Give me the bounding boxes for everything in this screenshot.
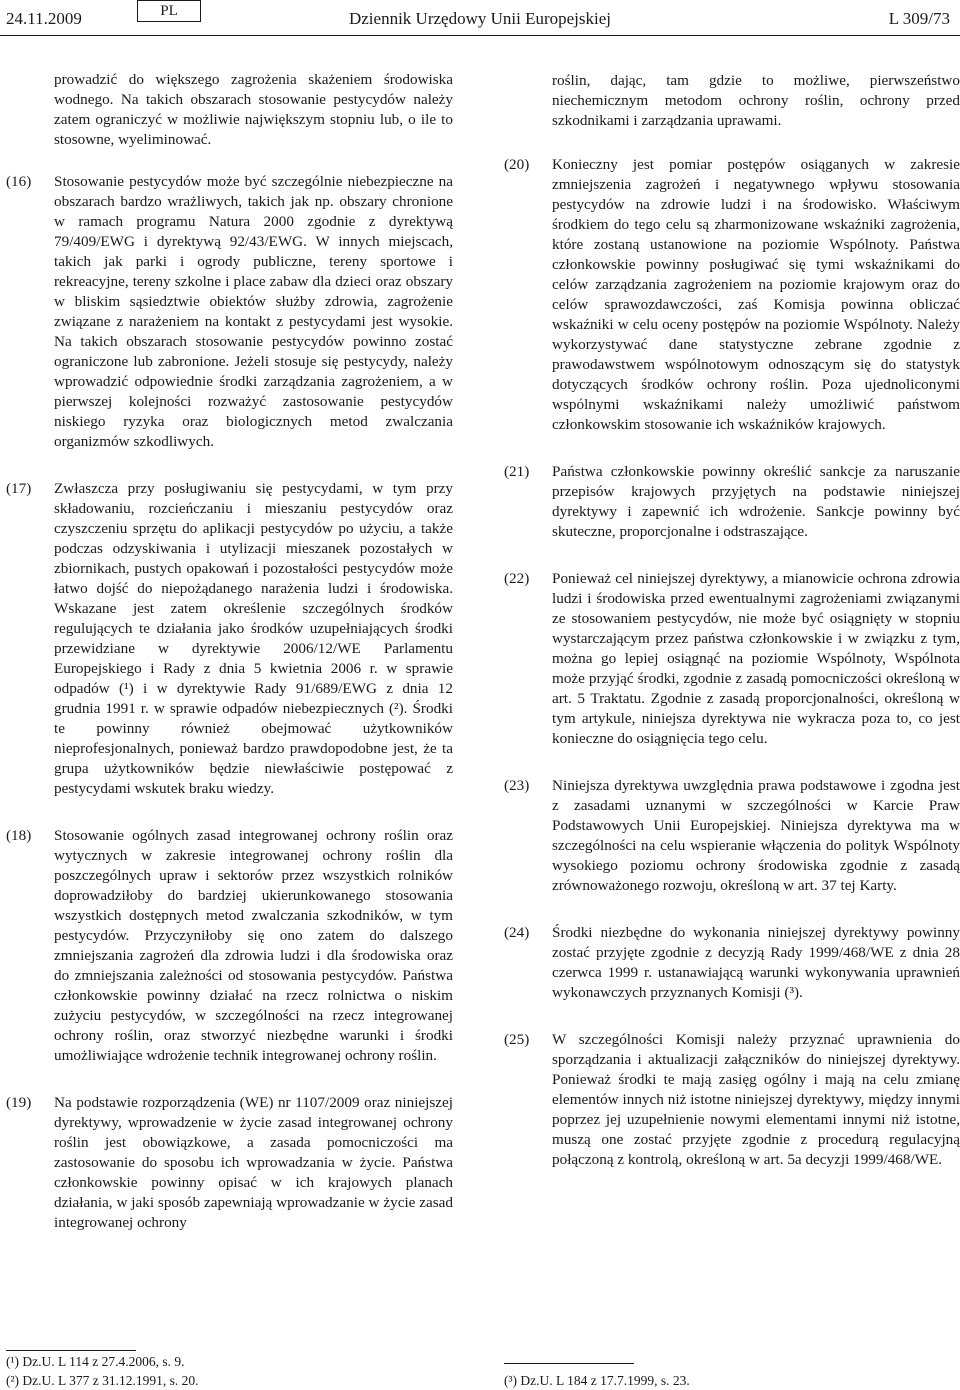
- footnote-2: (²) Dz.U. L 377 z 31.12.1991, s. 20.: [6, 1373, 199, 1388]
- recital-number: (19): [6, 1094, 32, 1111]
- recital-17: [6, 479, 453, 799]
- recital-20: [504, 155, 960, 435]
- recital-number: (21): [504, 463, 530, 480]
- recital-text: Stosowanie ogólnych zasad integrowanej ochrony roślin oraz wytycznych w zakresie integrowanej ochrony roślin dla poszczególnych upraw i sektorów przez wszystkich rolników doprowadziłoby do bardziej ukierunkowanego stosowania wszystkich dostępnych metod zwalczania szkodników, w tym pestycydów. Przyczyniłoby się ono zatem do dalszego zmniejszania zagrożeń dla zdrowia ludzi i dla środowiska oraz do zmniejszania zależności od stosowania pestycydów. Państwa członkowskie powinny działać na rzecz rolnictwa o niskim zużyciu pestycydów, w szczególności na rzecz integrowanej ochrony roślin, oraz stworzyć niezbędne warunki i środki umożliwiające wdrożenie technik integrowanej ochrony roślin.: [54, 827, 453, 1064]
- journal-title: Dziennik Urzędowy Unii Europejskiej: [348, 9, 611, 28]
- recital-18: [6, 826, 453, 1066]
- recital-number: (25): [504, 1031, 530, 1048]
- recital-text: Stosowanie pestycydów może być szczególnie niebezpieczne na obszarach bardzo wrażliwych, takich jak np. obszary chronione w ramach programu Natura 2000 zgodnie z dyrektywą 79/409/EWG i dyrektywą 92/43/EWG. W innych miejscach, takich jak parki i ogrody publiczne, tereny sportowe i rekreacyjne, tereny szkolne i place zabaw dla dzieci oraz obszary w bliskim sąsiedztwie obiektów służby zdrowia, zagrożenie związane z narażeniem na kontakt z pestycydami jest wysokie. Na takich obszarach stosowanie pestycydów powinno zostać ograniczone lub zabronione. Jeżeli stosuje się pestycydy, należy wprowadzić odpowiednie środki zarządzania zagrożeniem, a w pierwszej kolejności rozważyć zastosowanie pestycydów niskiego ryzyka oraz biologicznych metod zwalczania organizmów szkodliwych.: [54, 173, 453, 450]
- recital-21: [504, 462, 960, 542]
- recital-24: [504, 923, 960, 1003]
- recital-number: (20): [504, 156, 530, 173]
- recital-text: Środki niezbędne do wykonania niniejszej dyrektywy powinny zostać przyjęte zgodnie z decyzją Rady 1999/468/WE z dnia 28 czerwca 1999 r. ustanawiającą warunki wykonywania uprawnień wykonawczych przyznanych Komisji (³).: [552, 924, 960, 1001]
- recital-text: Na podstawie rozporządzenia (WE) nr 1107/2009 oraz niniejszej dyrektywy, wprowadzenie w życie zasad integrowanej ochrony roślin jest obowiązkowe, a zasada pomocniczości ma zastosowanie do sposobu ich wprowadzania w życie. Państwa członkowskie powinny opisać w ich krajowych planach działania, w jaki sposób zapewniają wprowadzanie w życie zasad integrowanej ochrony: [54, 1094, 453, 1231]
- recital-text: Zwłaszcza przy posługiwaniu się pestycydami, w tym przy składowaniu, rozcieńczaniu i mieszaniu pestycydów oraz czyszczeniu sprzętu do aplikacji pestycydów po użyciu, a także podczas odzyskiwania i utylizacji mieszanek pozostałych w zbiornikach, pustych opakowań i pozostałości pestycydów może łatwo dojść do niepożądanego narażenia ludzi i środowiska. Wskazane jest zatem określenie szczególnych środków regulujących te działania jako środków uzupełniających środki przewidziane w dyrektywie 2006/12/WE Parlamentu Europejskiego i Rady z dnia 5 kwietnia 2006 r. w sprawie odpadów (¹) i w dyrektywie Rady 91/689/EWG z dnia 12 grudnia 1991 r. w sprawie odpadów niebezpiecznych (²). Środki te powinny również obejmować użytkowników nieprofesjonalnych, ponieważ bardzo prawdopodobne jest, że ta grupa użytkowników będzie niewłaściwie postępować z pestycydami wskutek braku wiedzy.: [54, 480, 453, 797]
- recital-text: W szczególności Komisji należy przyznać uprawnienia do sporządzania i aktualizacji załączników do niniejszej dyrektywy. Ponieważ środki te mają zasięg ogólny i mają na celu zmianę elementów innych niż istotne niniejszej dyrektywy, między innymi poprzez jej uzupełnienie nowymi elementami innymi niż istotne, muszą one zostać przyjęte zgodnie z procedurą regulacyjną połączoną z kontrolą, określoną w art. 5a decyzji 1999/468/WE.: [552, 1031, 960, 1168]
- recital-text: Niniejsza dyrektywa uwzględnia prawa podstawowe i zgodna jest z zasadami uznanymi w szczególności w Karcie Praw Podstawowych Unii Europejskiej. Niniejsza dyrektywa ma w szczególności na celu wspieranie włączenia do polityk Wspólnoty wysokiego poziomu ochrony środowiska zgodnie z zasadą zrównoważonego rozwoju, określoną w art. 37 tej Karty.: [552, 777, 960, 894]
- page-reference: L 309/73: [888, 9, 950, 28]
- recital-16: [6, 172, 453, 452]
- recital-number: (16): [6, 173, 32, 190]
- publication-date: 24.11.2009: [6, 9, 82, 28]
- header-rule: [0, 35, 960, 36]
- recital-text: Ponieważ cel niniejszej dyrektywy, a mianowicie ochrona zdrowia ludzi i środowiska przed ewentualnymi zagrożeniami związanymi ze stosowaniem pestycydów, nie może być osiągnięty w stopniu wystarczającym przez państwa członkowskie i w związku z tym, można go lepiej osiągnąć na poziomie Wspólnoty, Wspólnota może przyjąć środki, zgodnie z zasadą pomocniczości określoną w art. 5 Traktatu. Zgodnie z zasadą proporcjonalności, określoną w tym artykule, niniejsza dyrektywa nie wykracza poza to, co jest konieczne do osiągnięcia tego celu.: [552, 570, 960, 747]
- footnote-3: (³) Dz.U. L 184 z 17.7.1999, s. 23.: [504, 1373, 690, 1388]
- right-column: [504, 71, 960, 1170]
- left-column: [6, 70, 453, 1233]
- recital-number: (24): [504, 924, 530, 941]
- footnote-rule: [6, 1350, 136, 1351]
- recital-number: (17): [6, 480, 32, 497]
- recital-number: (18): [6, 827, 32, 844]
- recital-23: [504, 776, 960, 896]
- left-footnotes: [6, 1352, 199, 1390]
- language-badge: PL: [137, 0, 201, 22]
- recital-number: (23): [504, 777, 530, 794]
- right-footnotes: [504, 1371, 690, 1390]
- left-intro-text: prowadzić do większego zagrożenia skażeniem środowiska wodnego. Na takich obszarach stosowanie pestycydów należy zatem ograniczyć w możliwie największym stopniu lub, o ile to stosowne, wyeliminować.: [54, 71, 453, 148]
- recital-text: Konieczny jest pomiar postępów osiąganych w zakresie zmniejszenia zagrożeń i negatywnego wpływu stosowania pestycydów na zdrowie ludzi i na środowisko. Właściwym środkiem do tego celu są zharmonizowane wskaźniki zagrożenia, które zostaną ustanowione na poziomie Wspólnoty. Państwa członkowskie powinny posługiwać się tymi wskaźnikami do celów zarządzania zagrożeniem na poziomie krajowym oraz do celów sprawozdawczości, zaś Komisja powinna obliczać wskaźniki w celu oceny postępów na poziomie Wspólnoty. Należy wykorzystywać dane statystyczne zebrane zgodnie z prawodawstwem wspólnotowym odnoszącym się do statystyk dotyczących środków ochrony roślin. Poza ujednoliconymi wspólnymi wskaźnikami należy umożliwić państwom członkowskim stosowanie ich wskaźników krajowych.: [552, 156, 960, 433]
- recital-19: [6, 1093, 453, 1233]
- recital-25: [504, 1030, 960, 1170]
- recital-22: [504, 569, 960, 749]
- journal-header: [0, 0, 960, 42]
- recital-number: (22): [504, 570, 530, 587]
- footnote-1: (¹) Dz.U. L 114 z 27.4.2006, s. 9.: [6, 1354, 185, 1369]
- recital-text: Państwa członkowskie powinny określić sankcje za naruszanie przepisów krajowych przyjętych na podstawie niniejszej dyrektywy i zapewnić ich wdrożenie. Sankcje powinny być skuteczne, proporcjonalne i odstraszające.: [552, 463, 960, 540]
- footnote-rule: [504, 1363, 634, 1364]
- right-intro-text: roślin, dając, tam gdzie to możliwe, pierwszeństwo niechemicznym metodom ochrony roślin, ochrony przed szkodnikami i zarządzania uprawami.: [552, 72, 960, 129]
